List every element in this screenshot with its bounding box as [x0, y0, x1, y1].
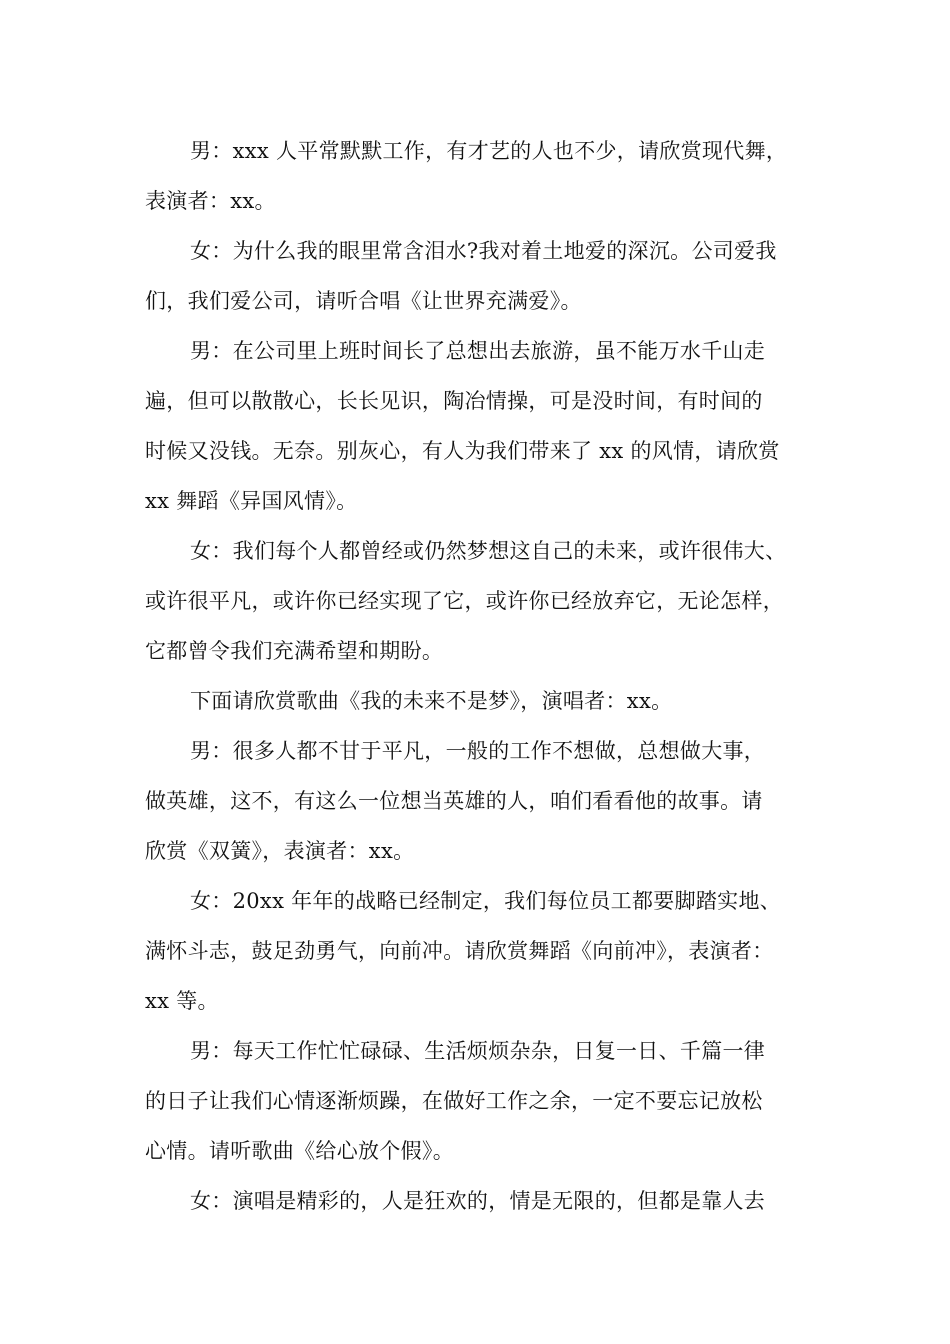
text-line: 男：很多人都不甘于平凡，一般的工作不想做，总想做大事，: [190, 739, 766, 763]
text-line: 遍，但可以散散心，长长见识，陶冶情操，可是没时间，有时间的: [145, 389, 763, 413]
text-line: 女：为什么我的眼里常含泪水?我对着土地爱的深沉。公司爱我: [190, 239, 777, 263]
text-line: 或许很平凡，或许你已经实现了它，或许你已经放弃它，无论怎样，: [145, 589, 784, 613]
text-line: 们，我们爱公司，请听合唱《让世界充满爱》。: [145, 289, 582, 313]
text-line: 男：在公司里上班时间长了总想出去旅游，虽不能万水千山走: [190, 339, 766, 363]
text-line: 的日子让我们心情逐渐烦躁，在做好工作之余，一定不要忘记放松: [145, 1089, 763, 1113]
text-line: xx 舞蹈《异国风情》。: [145, 489, 358, 513]
text-line: 男：xxx 人平常默默工作，有才艺的人也不少，请欣赏现代舞，: [190, 139, 788, 163]
text-line: 满怀斗志，鼓足劲勇气，向前冲。请欣赏舞蹈《向前冲》，表演者：: [145, 939, 774, 963]
text-line: 它都曾令我们充满希望和期盼。: [145, 639, 444, 663]
text-line: xx 等。: [145, 989, 219, 1013]
text-line: 表演者：xx。: [145, 189, 276, 213]
text-line: 女：20xx 年年的战略已经制定，我们每位员工都要脚踏实地、: [190, 889, 782, 913]
text-line: 时候又没钱。无奈。别灰心，有人为我们带来了 xx 的风情，请欣赏: [145, 439, 780, 463]
text-line: 做英雄，这不，有这么一位想当英雄的人，咱们看看他的故事。请: [145, 789, 763, 813]
text-line: 女：我们每个人都曾经或仍然梦想这自己的未来，或许很伟大、: [190, 539, 787, 563]
text-line: 心情。请听歌曲《给心放个假》。: [145, 1139, 454, 1163]
text-line: 下面请欣赏歌曲《我的未来不是梦》，演唱者：xx。: [190, 689, 673, 713]
text-line: 男：每天工作忙忙碌碌、生活烦烦杂杂，日复一日、千篇一律: [190, 1039, 766, 1063]
text-line: 欣赏《双簧》，表演者：xx。: [145, 839, 415, 863]
text-line: 女：演唱是精彩的，人是狂欢的，情是无限的，但都是靠人去: [190, 1189, 766, 1213]
